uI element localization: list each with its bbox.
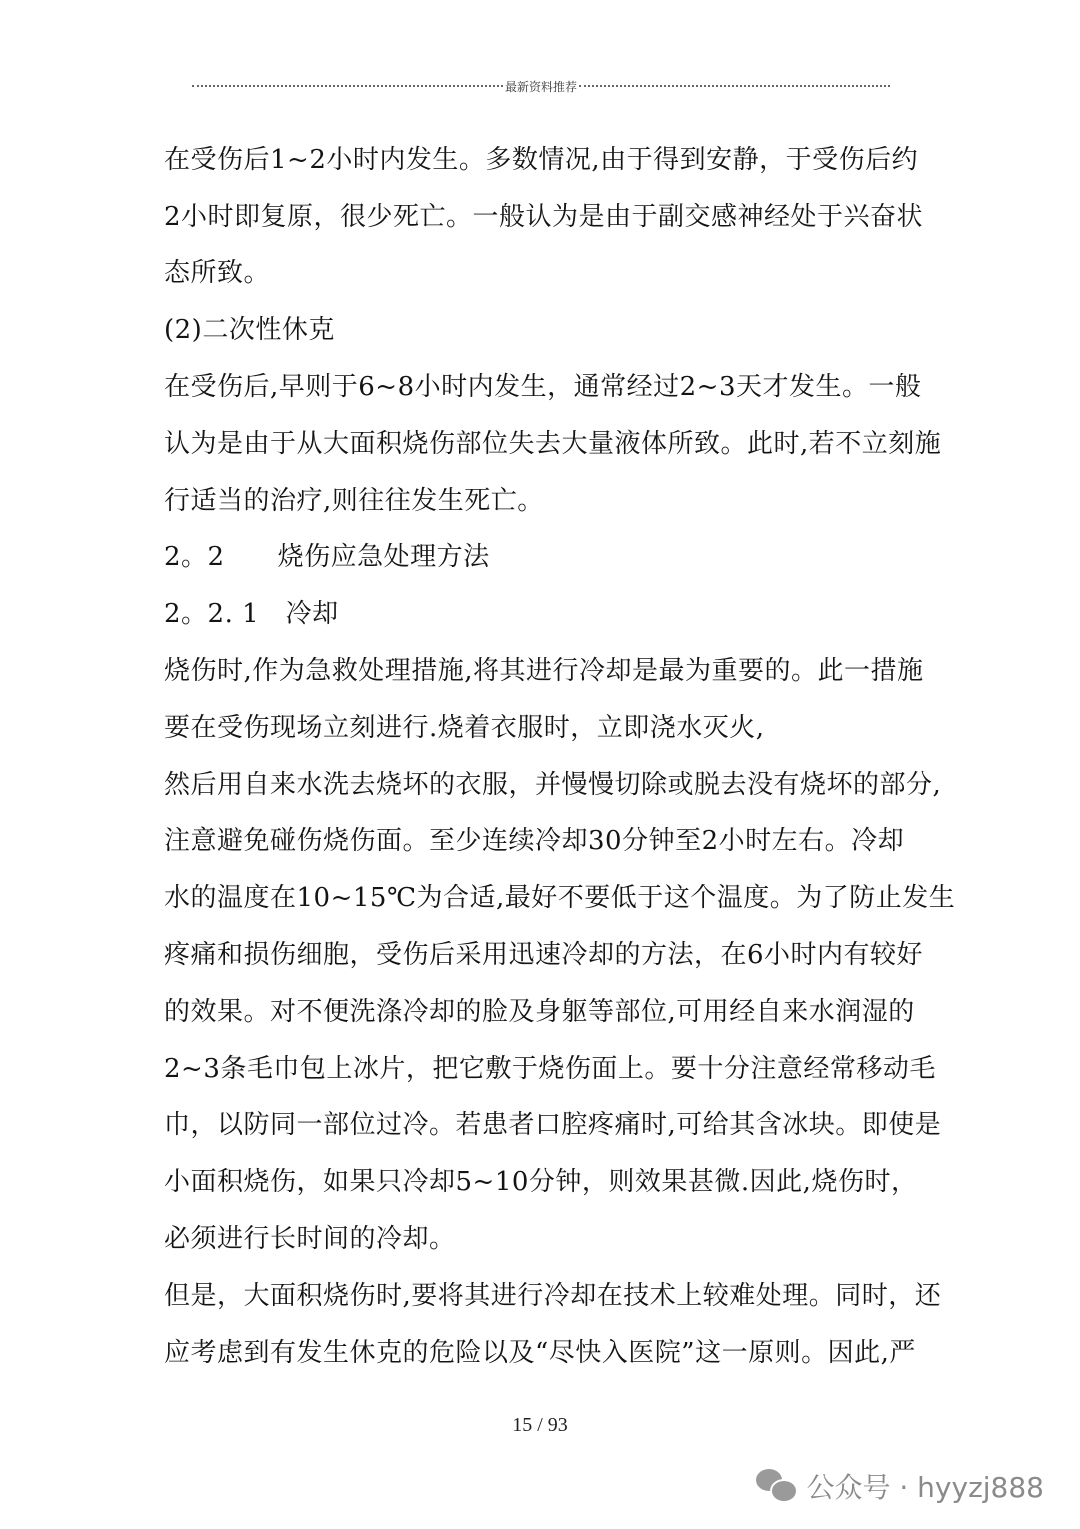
page-number: 15 / 93 [512,1414,568,1436]
section-heading: 2。2 烧伤应急处理方法 [164,542,490,572]
text-line: 水的温度在10~15℃为合适,最好不要低于这个温度。为了防止发生 [164,883,956,913]
text-line: 小面积烧伤，如果只冷却5~10分钟，则效果甚微.因此,烧伤时， [164,1167,918,1197]
wechat-icon [756,1469,796,1503]
text-line: 2~3条毛巾包上冰片，把它敷于烧伤面上。要十分注意经常移动毛 [164,1054,936,1084]
text-line: 但是，大面积烧伤时,要将其进行冷却在技术上较难处理。同时，还 [164,1281,942,1311]
section-heading: (2)二次性休克 [164,315,335,345]
text-line: 行适当的治疗,则往往发生死亡。 [164,486,544,516]
header-dotted-rule-left [192,85,503,87]
text-line: 疼痛和损伤细胞，受伤后采用迅速冷却的方法，在6小时内有较好 [164,940,924,970]
text-line: 2小时即复原，很少死亡。一般认为是由于副交感神经处于兴奋状 [164,202,924,232]
header-label: 最新资料推荐 [505,79,578,94]
text-line: 应考虑到有发生休克的危险以及“尽快入医院”这一原则。因此,严 [164,1338,916,1368]
text-line: 烧伤时,作为急救处理措施,将其进行冷却是最为重要的。此一措施 [164,656,924,686]
text-line: 要在受伤现场立刻进行.烧着衣服时，立即浇水灭火, [164,713,765,743]
text-line: 注意避免碰伤烧伤面。至少连续冷却30分钟至2小时左右。冷却 [164,826,905,856]
text-line: 在受伤后1~2小时内发生。多数情况,由于得到安静，于受伤后约 [164,145,919,175]
text-line: 的效果。对不便洗涤冷却的脸及身躯等部位,可用经自来水润湿的 [164,997,915,1027]
page-header [192,76,890,96]
watermark [756,1466,1044,1506]
text-line: 必须进行长时间的冷却。 [164,1224,456,1254]
header-dotted-rule-right [579,85,890,87]
text-line: 认为是由于从大面积烧伤部位失去大量液体所致。此时,若不立刻施 [164,429,942,459]
text-line: 在受伤后,早则于6~8小时内发生，通常经过2~3天才发生。一般 [164,372,922,402]
text-line: 然后用自来水洗去烧坏的衣服，并慢慢切除或脱去没有烧坏的部分, [164,770,942,800]
section-heading: 2。2. 1 冷却 [164,599,339,629]
text-line: 态所致。 [164,258,271,288]
text-line: 巾，以防同一部位过冷。若患者口腔疼痛时,可给其含冰块。即使是 [164,1110,942,1140]
watermark-text: 公众号 · hyyzj888 [806,1471,1044,1504]
